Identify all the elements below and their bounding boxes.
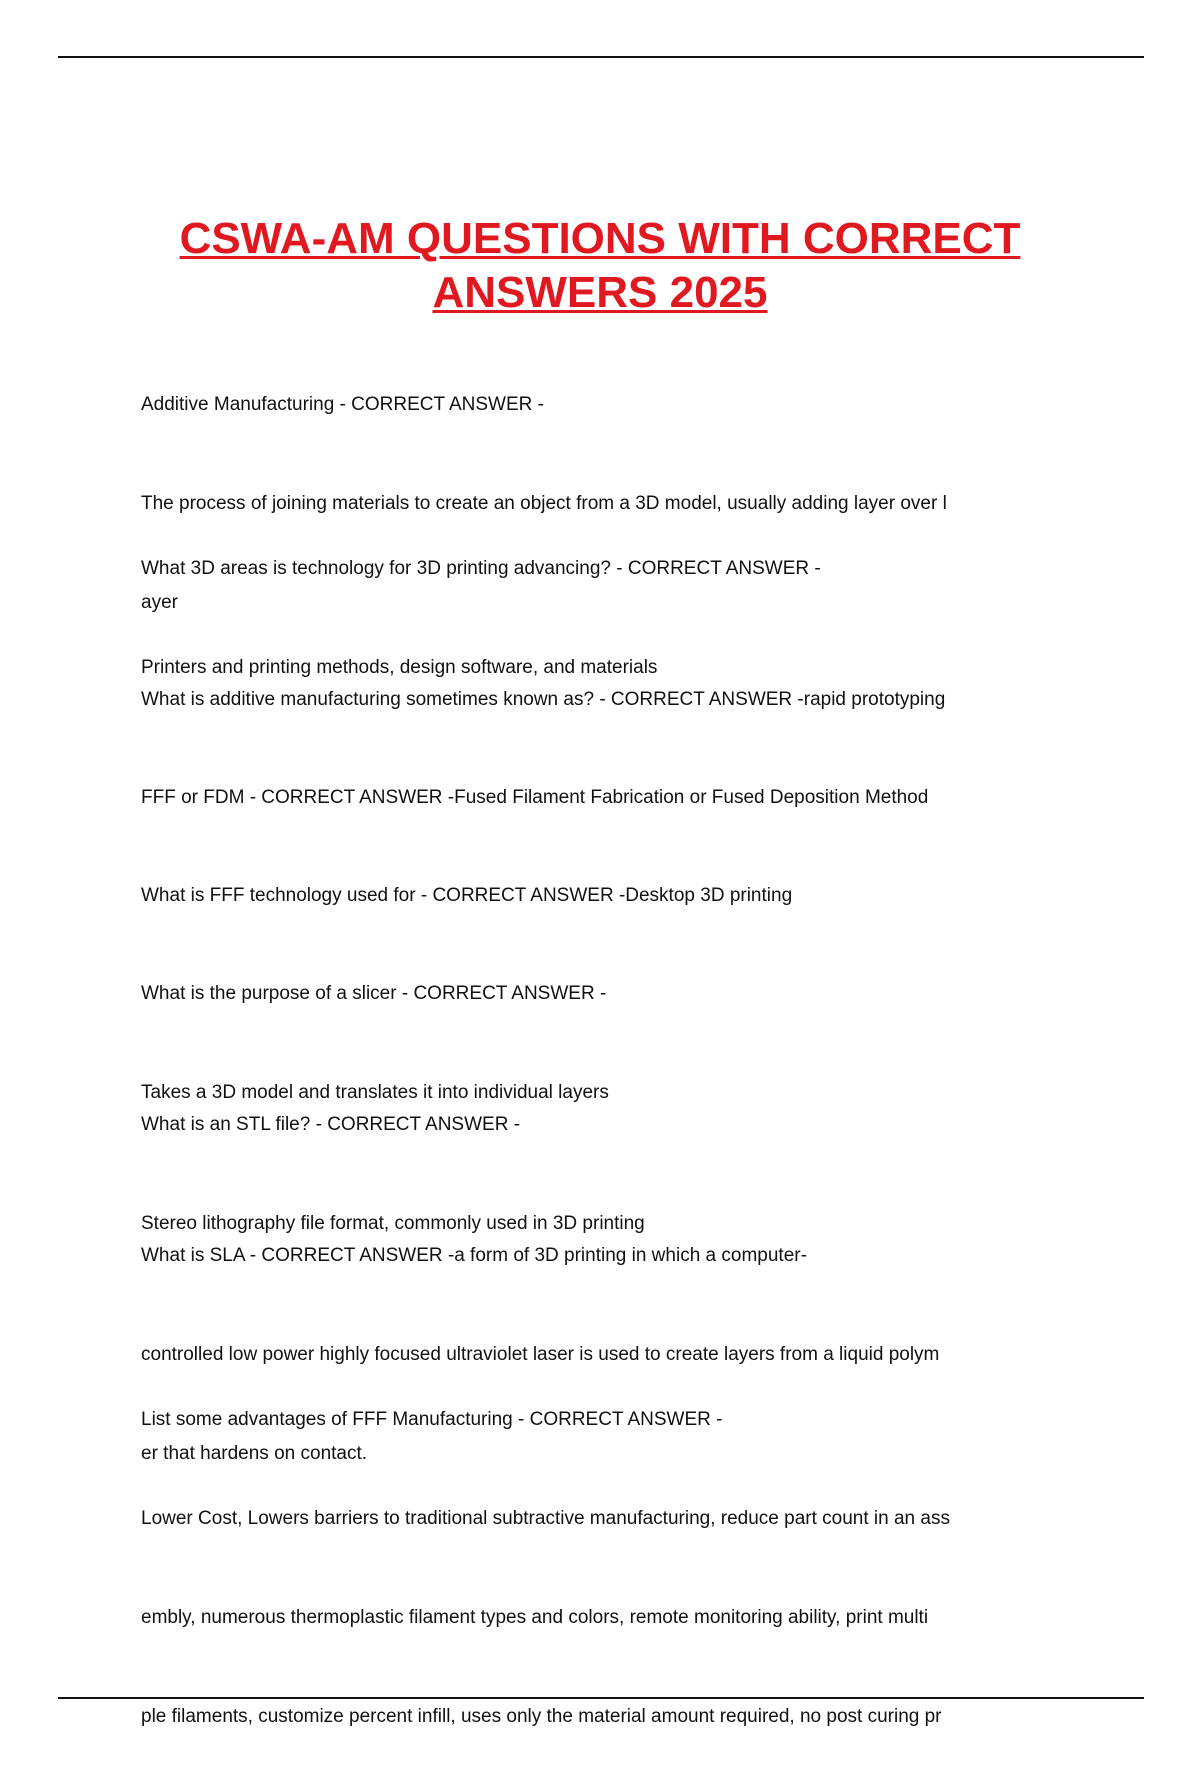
- answer-line: er that hardens on contact.: [141, 1443, 368, 1464]
- question-line: What is an STL file? - CORRECT ANSWER -: [141, 1114, 521, 1135]
- answer-line: Stereo lithography file format, commonly used in 3D printing: [141, 1213, 645, 1234]
- question-line: List some advantages of FFF Manufacturing - CORRECT ANSWER -: [141, 1409, 723, 1430]
- question-line: What is FFF technology used for - CORRECT ANSWER -Desktop 3D printing: [141, 885, 793, 906]
- answer-line: ayer: [141, 592, 178, 613]
- top-rule: [58, 56, 1144, 58]
- qa-item-fff-advantages: [141, 1337, 1061, 1766]
- answer-line: The process of joining materials to create an object from a 3D model, usually adding layer over l: [141, 493, 947, 514]
- question-line: FFF or FDM - CORRECT ANSWER -Fused Filament Fabrication or Fused Deposition Method: [141, 787, 929, 808]
- answer-line: ple filaments, customize percent infill, uses only the material amount required, no post curing pr: [141, 1706, 942, 1727]
- title-line-1: CSWA-AM QUESTIONS WITH CORRECT: [179, 214, 1021, 263]
- bottom-rule: [58, 1697, 1144, 1699]
- question-line: What is additive manufacturing sometimes known as? - CORRECT ANSWER -rapid prototyping: [141, 689, 946, 710]
- answer-line: Takes a 3D model and translates it into individual layers: [141, 1082, 609, 1103]
- question-line: What is SLA - CORRECT ANSWER -a form of 3D printing in which a computer-: [141, 1245, 807, 1266]
- answer-line: Lower Cost, Lowers barriers to traditional subtractive manufacturing, reduce part count in an ass: [141, 1508, 950, 1529]
- answer-line: controlled low power highly focused ultraviolet laser is used to create layers from a liquid polym: [141, 1344, 940, 1365]
- document-title: [100, 212, 1100, 320]
- question-line: Additive Manufacturing - CORRECT ANSWER -: [141, 394, 544, 415]
- answer-line: embly, numerous thermoplastic filament types and colors, remote monitoring ability, print multi: [141, 1607, 929, 1628]
- title-line-2: ANSWERS 2025: [432, 268, 768, 317]
- answer-line: Printers and printing methods, design software, and materials: [141, 657, 658, 678]
- question-line: What is the purpose of a slicer - CORRECT ANSWER -: [141, 983, 607, 1004]
- question-line: What 3D areas is technology for 3D printing advancing? - CORRECT ANSWER -: [141, 558, 821, 579]
